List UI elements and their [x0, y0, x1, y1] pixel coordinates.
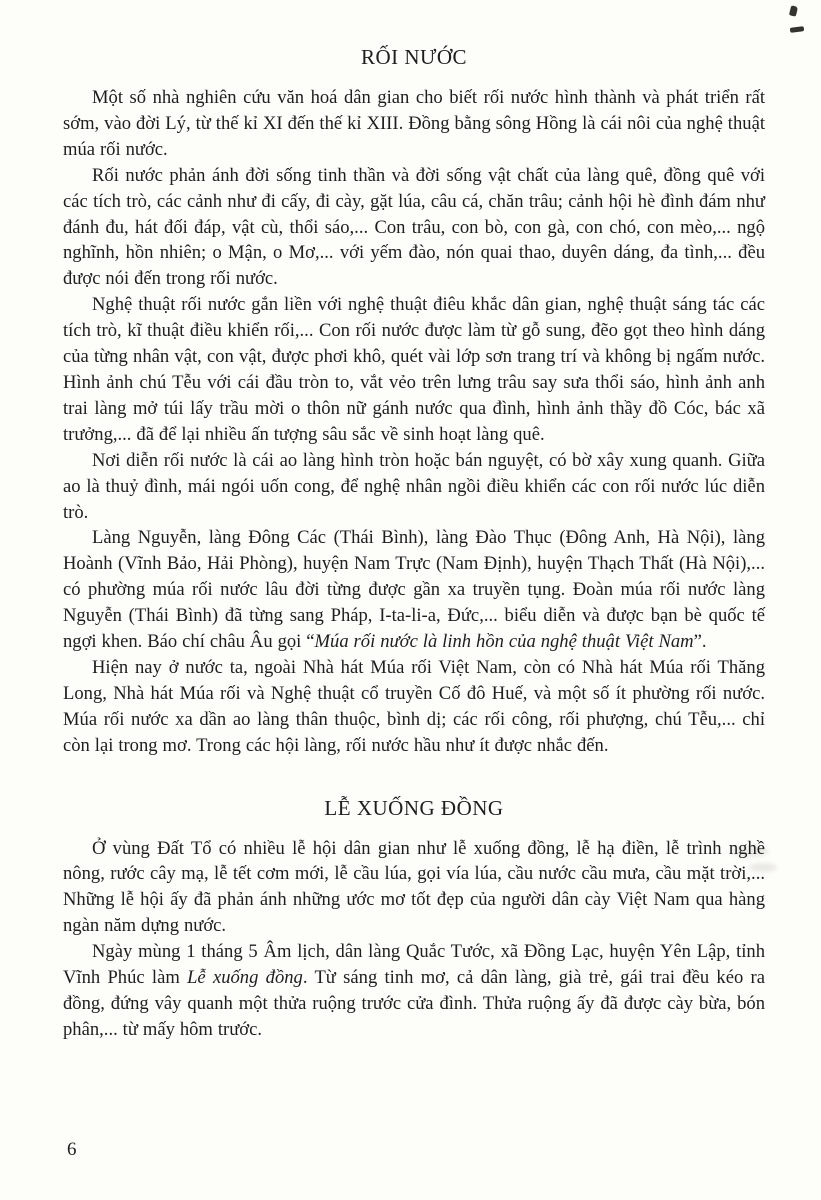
section-title: RỐI NƯỚC — [360, 45, 468, 69]
quoted-italic-text: Múa rối nước là linh hồn của nghệ thuật Việt Nam — [314, 631, 694, 653]
paragraph: Một số nhà nghiên cứu văn hoá dân gian cho biết rối nước hình thành và phát triển rất sớm, vào đời Lý, từ thế kỉ XI đến thế kỉ XIII. Đồng bằng sông Hồng là cái nôi của nghệ thuật múa rối nước. — [63, 87, 765, 160]
page-number: 6 — [67, 1139, 77, 1160]
paragraph — [63, 525, 765, 655]
scan-artifact — [789, 5, 798, 16]
section-roi-nuoc — [63, 42, 765, 759]
paragraph: Nơi diễn rối nước là cái ao làng hình tròn hoặc bán nguyệt, có bờ xây xung quanh. Giữa ao là thuỷ đình, mái ngói uốn cong, để nghệ nhân ngồi điều khiển các con rối nước lúc diễn trò. — [63, 449, 765, 523]
paragraph: Ở vùng Đất Tổ có nhiều lễ hội dân gian như lễ xuống đồng, lễ hạ điền, lễ trình nghề nông, rước cây mạ, lễ tết cơm mới, lễ cầu lúa, gọi vía lúa, cầu nước cầu mưa, cầu mặt trời,... Những lễ hội ấy đã phản ánh những ước mơ tốt đẹp của người dân cày Việt Nam qua hàng ngàn năm dựng nước. — [63, 837, 765, 937]
paragraph: Rối nước phản ánh đời sống tinh thần và đời sống vật chất của làng quê, đồng quê với các tích trò, các cảnh như đi cấy, đi cày, gặt lúa, câu cá, chăn trâu; cảnh hội hè đình đám như đánh đu, hát đối đáp, vật cù, thổi sáo,... Con trâu, con bò, con gà, con chó, con mèo,... ngộ nghĩnh, hồn nhiên; o Mận, o Mơ,... với yếm đào, nón quai thao, duyên dáng, đa tình,... đều được nói đến trong rối nước. — [63, 164, 765, 290]
page-content — [63, 42, 765, 1043]
paragraph: Hiện nay ở nước ta, ngoài Nhà hát Múa rối Việt Nam, còn có Nhà hát Múa rối Thăng Long, Nhà hát Múa rối và Nghệ thuật cổ truyền Cố đô Huế, và một số ít phường rối nước. Múa rối nước xa dần ao làng thân thuộc, bình dị; các rối công, rối phượng, chú Tễu,... chỉ còn lại trong mơ. Trong các hội làng, rối nước hầu như ít được nhắc đến. — [63, 656, 765, 756]
paragraph-text: Làng Nguyễn, làng Đông Các (Thái Bình), làng Đào Thục (Đông Anh, Hà Nội), làng Hoành (Vĩnh Bảo, Hải Phòng), huyện Nam Trực (Nam Định), huyện Thạch Thất (Hà Nội),... có phường múa rối nước lâu đời từng được gần xa truyền tụng. Đoàn múa rối nước làng Nguyễn (Thái Bình) đã từng sang Pháp, I-ta-li-a, Đức,... biểu diễn và được bạn bè quốc tế ngợi khen. Báo chí châu Âu gọi “ — [63, 527, 765, 653]
scan-artifact — [790, 26, 805, 33]
paragraph-text: Ngày mùng 1 tháng 5 Âm lịch, dân làng Quắc Tước, xã Đồng Lạc, huyện Yên Lập, tỉnh Vĩnh Phúc làm — [63, 941, 765, 989]
paragraph — [63, 939, 765, 1043]
section-title: LỄ XUỐNG ĐỒNG — [324, 795, 504, 820]
paragraph: Nghệ thuật rối nước gắn liền với nghệ thuật điêu khắc dân gian, nghệ thuật sáng tác các tích trò, kĩ thuật điều khiển rối,... Con rối nước được làm từ gỗ sung, đẽo gọt theo hình dáng của từng nhân vật, con vật, được phơi khô, quét vài lớp sơn trang trí và không bị ngấm nước. Hình ảnh chú Tễu với cái đầu tròn to, vắt vẻo trên lưng trâu say sưa thổi sáo, hình ảnh anh trai làng mở túi lấy trầu mời o thôn nữ gánh nước qua đình, hình ảnh thầy đồ Cóc, bác xã trưởng,... đã để lại nhiều ấn tượng sâu sắc về sinh hoạt làng quê. — [63, 294, 765, 445]
festival-name-italic: Lễ xuống đồng — [187, 967, 303, 989]
paragraph-text: ”. — [693, 631, 707, 653]
paragraph-text: . Từ sáng tinh mơ, cả dân làng, già trẻ, gái trai đều kéo ra đồng, đứng vây quanh một thửa ruộng trước cửa đình. Thửa ruộng ấy đã được cày bừa, bón phân,... từ mấy hôm trước. — [63, 967, 765, 1040]
section-le-xuong-dong — [63, 793, 765, 1043]
